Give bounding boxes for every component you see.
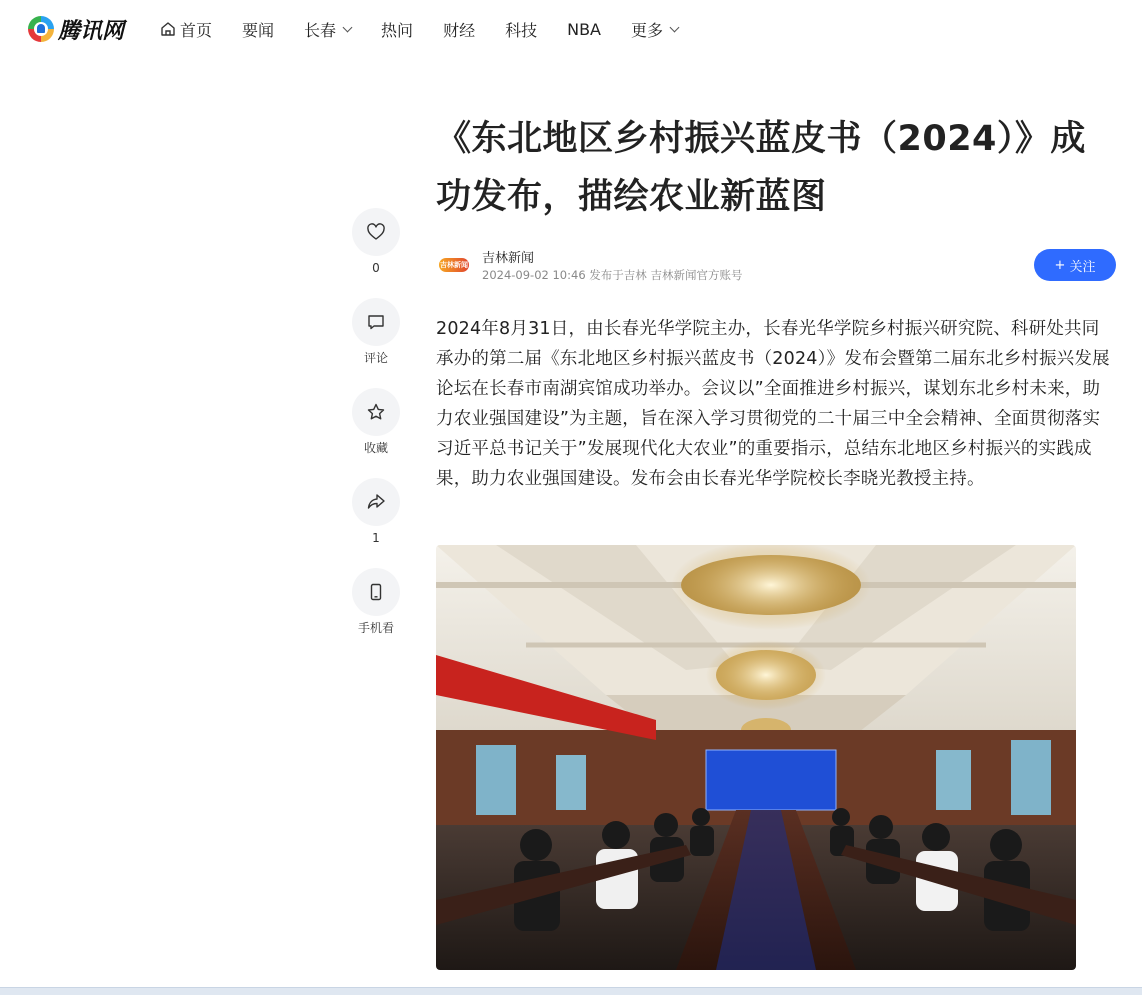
nav-item-label: 长春: [304, 20, 337, 40]
nav-item-more[interactable]: [631, 18, 678, 41]
comment-button[interactable]: [352, 298, 400, 346]
site-logo[interactable]: [28, 14, 124, 44]
comment-label: 评论: [363, 351, 388, 365]
chevron-down-icon: [670, 22, 680, 32]
author-meta: 2024-09-02 10:46 发布于吉林 吉林新闻官方账号: [482, 268, 743, 282]
nav-item-nba[interactable]: [567, 20, 601, 39]
favorite-button[interactable]: [352, 388, 400, 436]
heart-icon: [366, 222, 386, 242]
logo-text: 腾讯网: [58, 18, 125, 44]
share-button[interactable]: [352, 478, 400, 526]
home-icon: [160, 21, 176, 37]
nav-item-tech[interactable]: [505, 18, 537, 41]
nav-item-label: 首页: [180, 20, 213, 40]
nav-item-label: NBA: [567, 19, 601, 39]
nav-item-changchun[interactable]: [304, 18, 351, 41]
like-button[interactable]: [352, 208, 400, 256]
bottom-scroll-strip: [0, 987, 1142, 995]
plus-icon: +: [1054, 257, 1066, 273]
star-icon: [366, 402, 386, 422]
like-action[interactable]: [352, 208, 400, 298]
article-photo[interactable]: [436, 545, 1076, 970]
favorite-label: 收藏: [363, 441, 388, 455]
chevron-down-icon: [343, 22, 353, 32]
nav-item-home[interactable]: [160, 18, 212, 41]
like-count: 0: [372, 261, 380, 275]
nav-menu: [160, 16, 708, 42]
share-icon: [366, 492, 386, 512]
follow-button[interactable]: [1034, 249, 1116, 281]
nav-item-finance[interactable]: [443, 18, 475, 41]
mobile-view-action[interactable]: [352, 568, 400, 658]
logo-icon: [28, 16, 54, 42]
share-count: 1: [372, 531, 380, 545]
nav-item-label: 要闻: [242, 20, 275, 40]
article-paragraph: 2024年8月31日，由长春光华学院主办，长春光华学院乡村振兴研究院、科研处共同承办的第二届《东北地区乡村振兴蓝皮书（2024）》发布会暨第二届东北乡村振兴发展论坛在长春市南湖宾馆成功举办。会议以”全面推进乡村振兴，谋划东北乡村未来，助力农业强国建设”为主题，旨在深入学习贯彻党的二十届三中全会精神、全面贯彻落实习近平总书记关于”发展现代化大农业”的重要指示，总结东北地区乡村振兴的实践成果，助力农业强国建设。发布会由长春光华学院校长李晓光教授主持。: [436, 319, 1110, 489]
mobile-view-label: 手机看: [357, 621, 394, 635]
share-action[interactable]: [352, 478, 400, 568]
favorite-action[interactable]: [352, 388, 400, 478]
comment-action[interactable]: [352, 298, 400, 388]
avatar-logo-text: 吉林新闻: [439, 258, 469, 272]
conference-photo: [436, 545, 1076, 970]
article-title: 《东北地区乡村振兴蓝皮书（2024）》成功发布，描绘农业新蓝图: [436, 119, 1086, 217]
top-nav: [0, 0, 1142, 58]
phone-icon: [366, 582, 386, 602]
mobile-view-button[interactable]: [352, 568, 400, 616]
nav-item-label: 更多: [630, 20, 663, 40]
action-rail: [352, 208, 400, 658]
author-name[interactable]: 吉林新闻: [482, 251, 535, 266]
nav-item-hot[interactable]: [381, 18, 413, 41]
follow-label: 关注: [1069, 259, 1096, 275]
nav-item-news[interactable]: [242, 18, 274, 41]
comment-icon: [366, 312, 386, 332]
author-bar: [436, 245, 1116, 285]
author-avatar[interactable]: [436, 247, 472, 283]
nav-item-label: 热问: [381, 20, 414, 40]
nav-item-label: 财经: [443, 20, 476, 40]
nav-item-label: 科技: [505, 20, 538, 40]
